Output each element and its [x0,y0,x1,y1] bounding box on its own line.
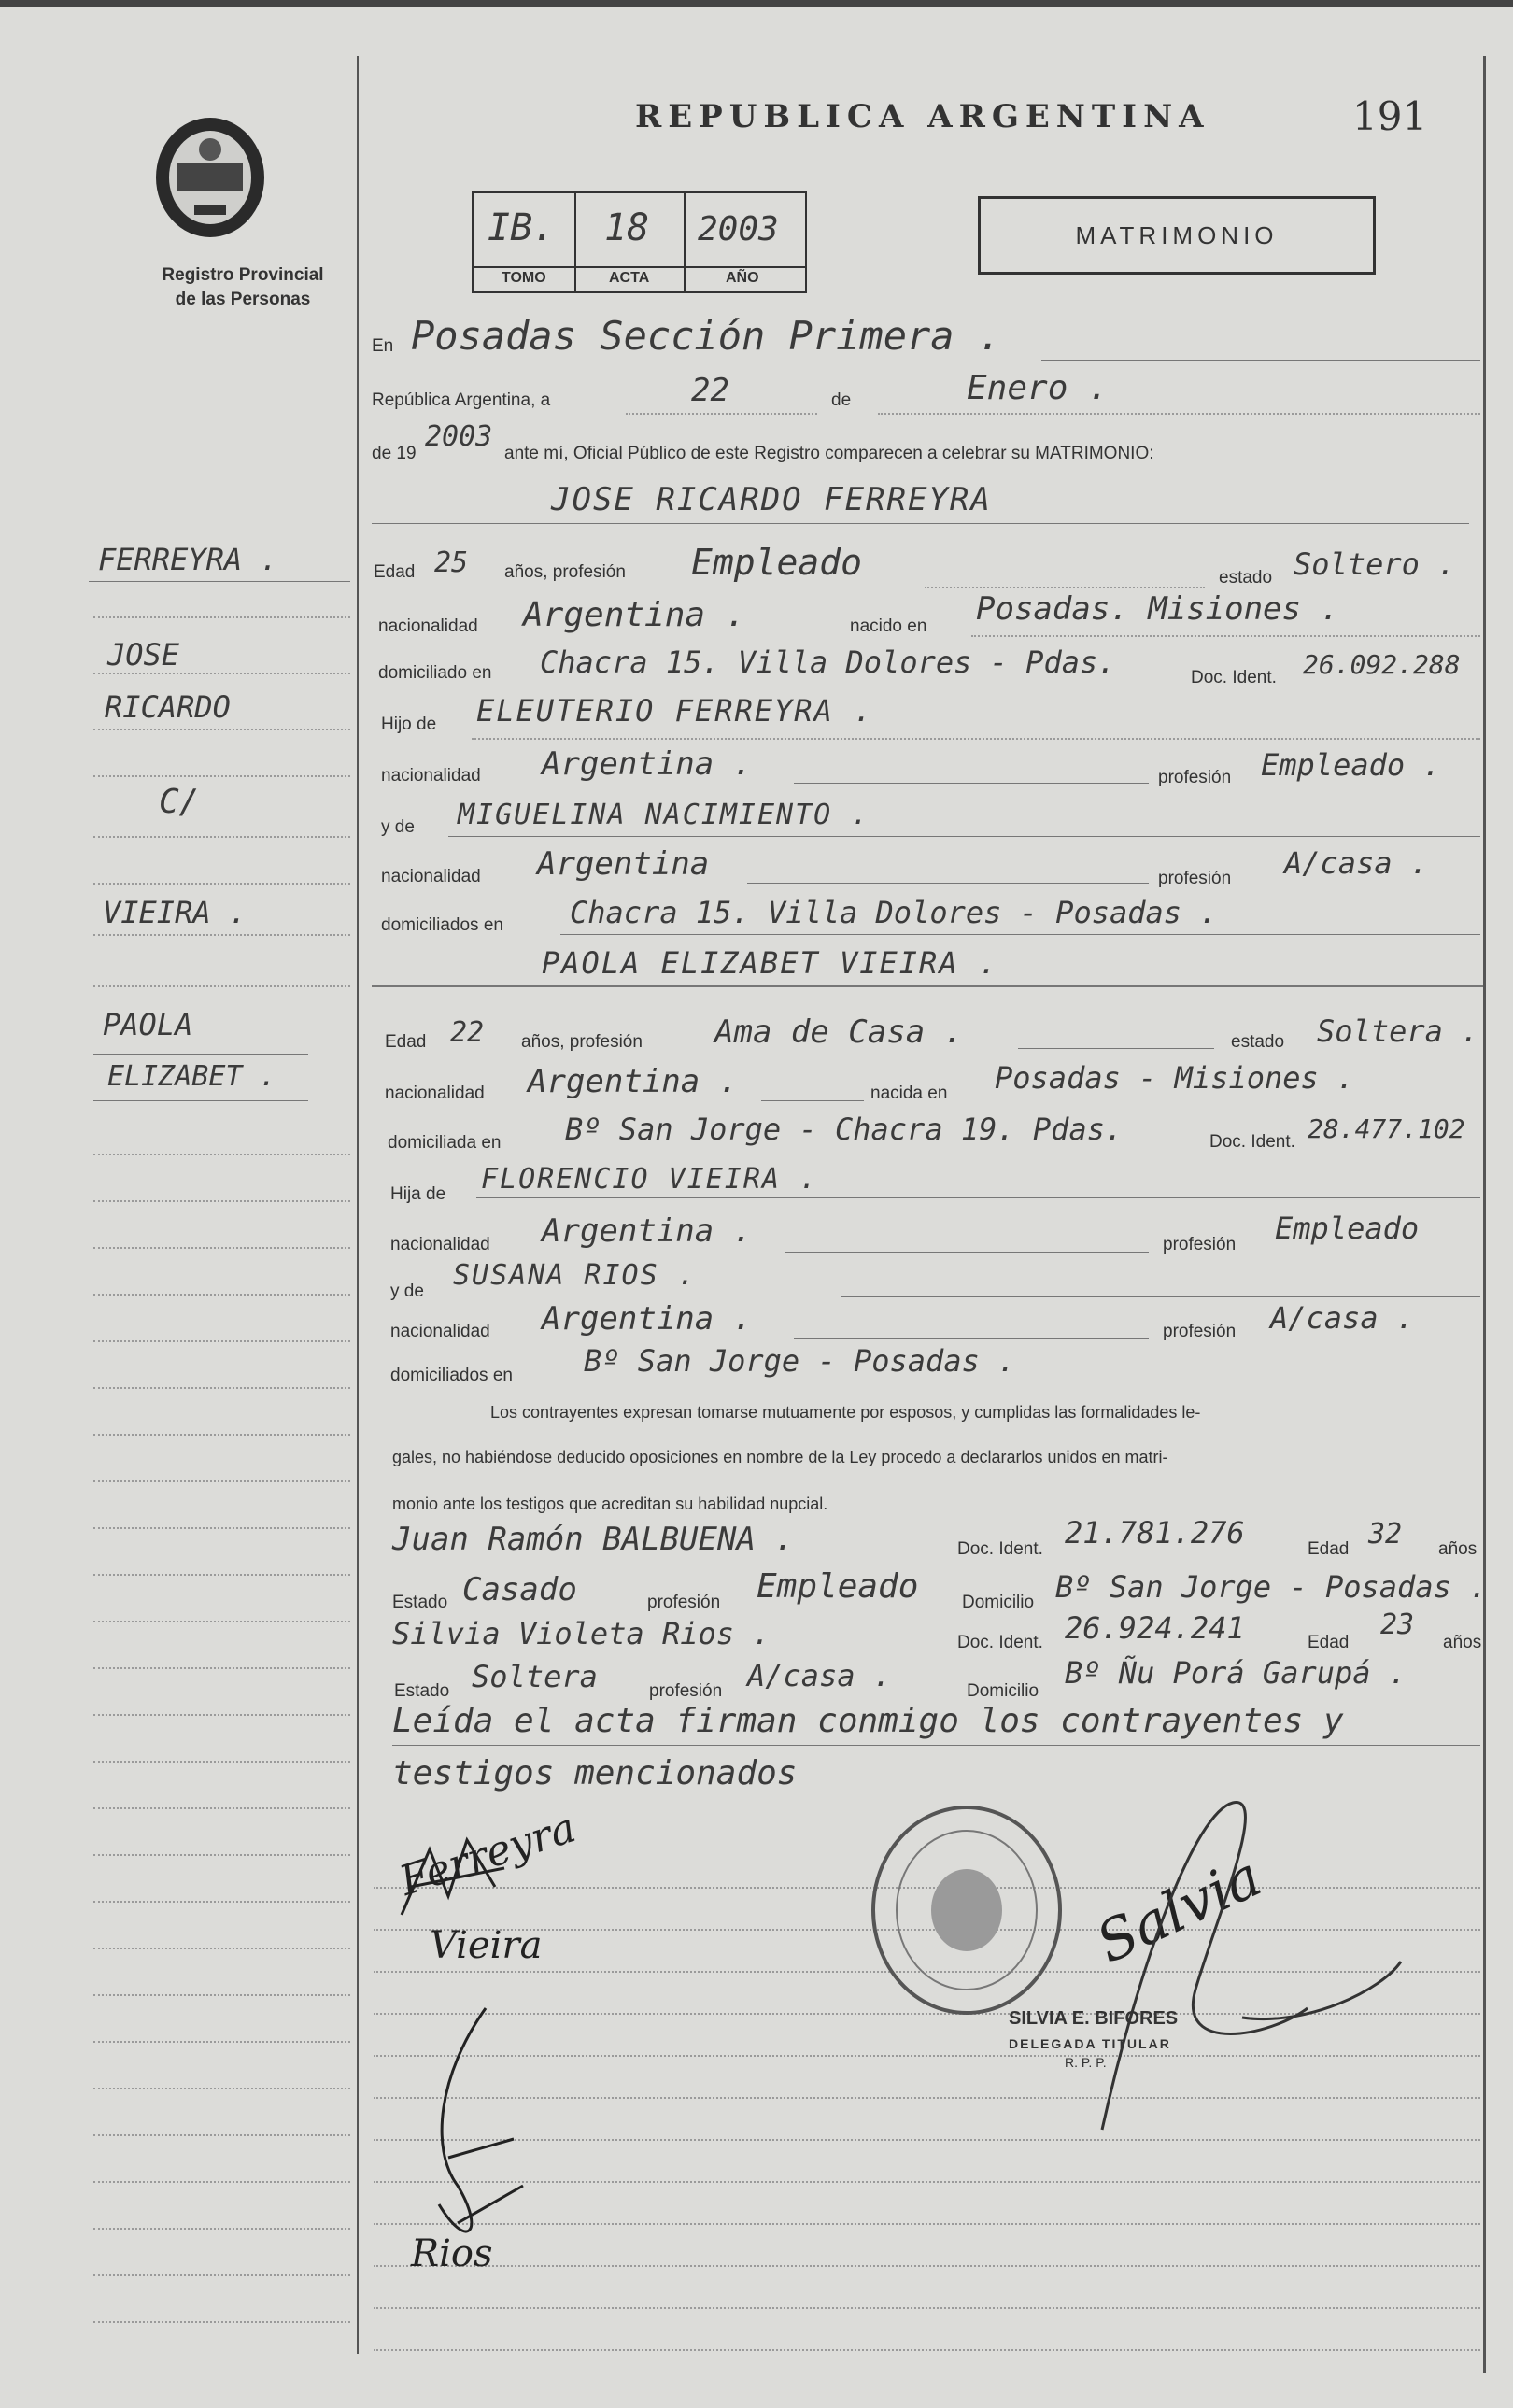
groom-prof-label: años, profesión [504,562,626,582]
witness-2-edad-label: Edad [1308,1633,1350,1652]
bride-padre: FLORENCIO VIEIRA . [481,1163,819,1196]
margin-note-surname-2: VIEIRA . [103,895,247,930]
top-edge [0,0,1513,7]
tomo-label: TOMO [502,270,546,286]
witness-1-anos-label: años [1438,1539,1478,1559]
seal-official-name: SILVIA E. BIFORES [1009,2008,1179,2029]
groom-padres-dom: Chacra 15. Villa Dolores - Posadas . [570,895,1218,930]
bride-madre-prof-label: profesión [1163,1322,1237,1341]
bride-doms-label: domiciliados en [390,1366,513,1385]
groom-domicilio: Chacra 15. Villa Dolores - Pdas. [540,644,1116,680]
groom-hijo-label: Hijo de [381,715,437,734]
en-label: En [372,336,394,356]
declaration-line-2: gales, no habiéndose deducido oposiciones en nombre de la Ley procedo a declararlos unidos en matri- [392,1448,1168,1466]
groom-madre-prof: A/casa . [1284,845,1429,881]
country-title: REPUBLICA ARGENTINA [635,98,1210,135]
bride-hija-label: Hija de [390,1184,446,1204]
margin-line [357,56,359,2354]
margin-note-name-2: RICARDO [105,689,231,725]
intro-text: ante mí, Oficial Público de este Registro comparecen a celebrar su MATRIMONIO: [504,444,1154,463]
witness-2-name: Silvia Violeta Rios . [392,1616,771,1651]
signature-groom-scribble [392,1831,514,1938]
declaration-line-1: Los contrayentes expresan tomarse mutuamente por esposos, y cumplidas las formalidades le- [490,1403,1201,1422]
margin-note-surname-1: FERREYRA . [98,542,278,577]
groom-padre: ELEUTERIO FERREYRA . [476,693,874,729]
bride-yde-label: y de [390,1282,424,1301]
republica-label: República Argentina, a [372,390,551,410]
witness-1-doc-label: Doc. Ident. [957,1539,1043,1559]
groom-estado-label: estado [1219,568,1273,588]
witness-1-estado: Casado [462,1571,577,1608]
groom-nacionalidad: Argentina . [523,596,746,634]
page-number: 191 [1352,93,1428,139]
witness-1-edad: 32 [1368,1518,1403,1551]
witness-2-domicilio: Bº Ñu Porá Garupá . [1065,1655,1407,1691]
groom-padre-prof: Empleado . [1261,747,1441,783]
right-border [1483,56,1486,2373]
record-box [472,191,807,293]
groom-padre-prof-label: profesión [1158,768,1232,787]
bride-doc: 28.477.102 [1308,1113,1465,1144]
groom-doc-label: Doc. Ident. [1191,668,1277,687]
document-type-box [978,196,1376,275]
groom-padre-nac-label: nacionalidad [381,766,481,786]
bride-estado: Soltera . [1317,1013,1479,1049]
bride-padre-prof: Empleado [1275,1211,1420,1246]
bride-padres-dom: Bº San Jorge - Posadas . [584,1343,1016,1379]
groom-madre-nac: Argentina [537,845,710,883]
bride-full-name: PAOLA ELIZABET VIEIRA . [542,945,999,981]
witness-1-domicilio: Bº San Jorge - Posadas . [1055,1569,1488,1605]
groom-doms-label: domiciliados en [381,915,503,935]
signature-witness: Rios [411,2232,493,2275]
date-month: Enero . [967,369,1109,407]
margin-note-name-4: ELIZABET . [107,1060,276,1093]
bride-profesion: Ama de Casa . [714,1013,964,1051]
bride-nacida: Posadas - Misiones . [995,1060,1355,1096]
witness-1-edad-label: Edad [1308,1539,1350,1559]
bride-domicilio: Bº San Jorge - Chacra 19. Pdas. [565,1112,1124,1147]
witness-2-dom-label: Domicilio [967,1681,1039,1701]
margin-note-name-1: JOSE [107,637,180,673]
bride-nacida-label: nacida en [870,1084,948,1103]
witness-2-estado: Soltera [472,1659,598,1694]
witness-1-prof-label: profesión [647,1593,721,1612]
witness-2-anos-label: años [1443,1633,1482,1652]
acta-label: ACTA [609,270,650,286]
groom-full-name: JOSE RICARDO FERREYRA [551,481,992,518]
margin-note-name-3: PAOLA [103,1007,193,1042]
anio-value: 2003 [698,210,779,248]
groom-doc: 26.092.288 [1303,649,1461,680]
signature-bride: Vieira [430,1924,543,1967]
bride-dom-label: domiciliada en [388,1133,502,1153]
groom-madre-prof-label: profesión [1158,869,1232,888]
groom-edad-label: Edad [374,562,416,582]
bride-nac-label: nacionalidad [385,1084,485,1103]
witness-2-edad: 23 [1380,1608,1415,1641]
groom-estado: Soltero . [1294,546,1456,582]
bride-edad-label: Edad [385,1032,427,1052]
bride-edad: 22 [450,1016,485,1049]
bride-estado-label: estado [1231,1032,1285,1052]
groom-yde-label: y de [381,817,415,837]
witness-1-dom-label: Domicilio [962,1593,1035,1612]
seal-official-org: R. P. P. [1065,2055,1107,2070]
groom-nacido: Posadas. Misiones . [976,590,1339,628]
acta-value: 18 [604,206,650,249]
signature-official: Salvia [1086,1844,1272,1976]
bride-doc-label: Doc. Ident. [1209,1132,1295,1152]
witness-2-prof-label: profesión [649,1681,723,1701]
anio-label: AÑO [726,270,759,286]
seal-official-title: DELEGADA TITULAR [1009,2036,1171,2051]
groom-nac-label: nacionalidad [378,616,478,636]
document-type: MATRIMONIO [1075,221,1279,249]
margin-note-con: C/ [159,783,200,821]
witness-1-doc: 21.781.276 [1065,1515,1245,1551]
witness-2-profesion: A/casa . [747,1658,892,1693]
signature-official-scribble [1027,1775,1420,2153]
groom-madre: MIGUELINA NACIMIENTO . [458,799,870,831]
witness-1-profesion: Empleado [756,1567,919,1606]
bride-madre-nac: Argentina . [542,1300,753,1338]
declaration-line-3: monio ante los testigos que acreditan su habilidad nupcial. [392,1494,828,1513]
de-label: de [831,390,852,410]
signature-witness-scribble [402,1999,532,2265]
province-emblem [149,112,271,243]
signature-groom: Ferreyra [393,1804,582,1905]
witness-1-estado-label: Estado [392,1593,448,1612]
de19-label: de 19 [372,444,417,463]
date-year: 2003 [425,420,493,453]
bride-padre-nac: Argentina . [542,1212,753,1250]
date-day: 22 [691,372,729,409]
bride-padre-nac-label: nacionalidad [390,1235,490,1254]
bride-prof-label: años, profesión [521,1032,643,1052]
bride-madre: SUSANA RIOS . [453,1259,697,1292]
groom-padre-nac: Argentina . [542,745,753,783]
witness-1-name: Juan Ramón BALBUENA . [392,1521,794,1558]
witness-2-doc-label: Doc. Ident. [957,1633,1043,1652]
registry-name: Registro Provincial de las Personas [162,265,324,309]
witness-2-doc: 26.924.241 [1065,1610,1245,1646]
groom-edad: 25 [434,546,469,579]
groom-dom-label: domiciliado en [378,663,492,683]
groom-madre-nac-label: nacionalidad [381,867,481,886]
tomo-value: IB. [488,206,556,249]
bride-madre-nac-label: nacionalidad [390,1322,490,1341]
place-city: Posadas Sección Primera . [411,313,1002,359]
closing-line-1: Leída el acta firman conmigo los contrayentes y [392,1702,1344,1740]
bride-madre-prof: A/casa . [1270,1300,1415,1336]
closing-line-2: testigos mencionados [392,1754,798,1792]
bride-padre-prof-label: profesión [1163,1235,1237,1254]
bride-nacionalidad: Argentina . [528,1063,739,1100]
witness-2-estado-label: Estado [394,1681,450,1701]
groom-nacido-label: nacido en [850,616,927,636]
groom-profesion: Empleado [691,542,863,583]
